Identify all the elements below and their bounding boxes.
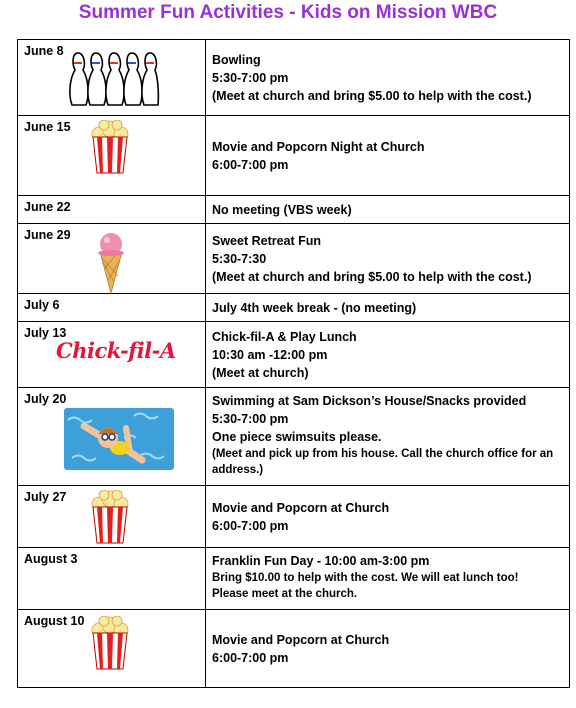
event-time: 6:00-7:00 pm	[212, 650, 289, 665]
date-label: June 29	[24, 228, 71, 242]
date-cell	[18, 294, 206, 322]
event-title: Chick-fil-A & Play Lunch	[212, 329, 357, 344]
event-title: July 4th week break - (no meeting)	[212, 300, 417, 315]
event-time: 5:30-7:30	[212, 251, 267, 266]
date-label: August 10	[24, 614, 85, 628]
popcorn-icon	[90, 120, 130, 174]
table-row	[18, 294, 570, 322]
event-note: (Meet at church)	[212, 365, 309, 380]
table-row	[18, 116, 570, 196]
description-cell	[206, 294, 570, 322]
date-cell	[18, 322, 206, 388]
event-time: 6:00-7:00 pm	[212, 518, 289, 533]
bowling-pins-icon	[68, 50, 160, 108]
date-cell	[18, 224, 206, 294]
event-time: 5:30-7:00 pm	[212, 412, 289, 426]
event-title: Franklin Fun Day - 10:00 am-3:00 pm	[212, 554, 430, 568]
table-row	[18, 40, 570, 116]
date-label: July 27	[24, 490, 67, 504]
event-title: Sweet Retreat Fun	[212, 233, 322, 248]
event-time: 5:30-7:00 pm	[212, 70, 289, 85]
description-cell	[206, 322, 570, 388]
event-title: No meeting (VBS week)	[212, 202, 352, 217]
event-title: Movie and Popcorn at Church	[212, 500, 390, 515]
event-title: Swimming at Sam Dickson’s House/Snacks provided	[212, 394, 527, 408]
description-cell	[206, 388, 570, 486]
date-label: July 6	[24, 298, 60, 312]
description-cell	[206, 548, 570, 610]
table-row	[18, 224, 570, 294]
description-cell	[206, 116, 570, 196]
table-row	[18, 322, 570, 388]
description-cell	[206, 40, 570, 116]
table-row	[18, 486, 570, 548]
page-title: Summer Fun Activities - Kids on Mission WBC	[78, 2, 498, 23]
date-label: June 8	[24, 44, 64, 58]
date-cell	[18, 486, 206, 548]
date-cell	[18, 40, 206, 116]
event-title: Bowling	[212, 52, 261, 67]
date-label: July 20	[24, 392, 67, 406]
date-cell	[18, 610, 206, 688]
event-time: 6:00-7:00 pm	[212, 157, 289, 172]
date-label: July 13	[24, 326, 67, 340]
event-note: (Meet and pick up from his house. Call the church office for an address.)	[212, 448, 554, 476]
event-time: 10:30 am -12:00 pm	[212, 347, 328, 362]
event-title: Movie and Popcorn Night at Church	[212, 139, 425, 154]
date-label: June 15	[24, 120, 71, 134]
table-row	[18, 548, 570, 610]
table-row	[18, 388, 570, 486]
popcorn-icon	[90, 490, 130, 544]
description-cell	[206, 486, 570, 548]
date-cell	[18, 548, 206, 610]
date-cell	[18, 116, 206, 196]
date-label: August 3	[24, 552, 78, 566]
event-note: Bring $10.00 to help with the cost. We will eat lunch too!	[212, 572, 519, 584]
activities-table	[17, 39, 570, 688]
date-label: June 22	[24, 200, 71, 214]
description-cell	[206, 610, 570, 688]
table-row	[18, 196, 570, 224]
event-note: One piece swimsuits please.	[212, 430, 382, 444]
chick-fil-a-logo: Chick-fil-A	[56, 338, 176, 363]
description-cell	[206, 224, 570, 294]
event-note: (Meet at church and bring $5.00 to help with the cost.)	[212, 269, 532, 284]
event-title: Movie and Popcorn at Church	[212, 632, 390, 647]
swimming-child-icon	[64, 408, 174, 470]
popcorn-icon	[90, 616, 130, 670]
description-cell	[206, 196, 570, 224]
event-note: (Meet at church and bring $5.00 to help with the cost.)	[212, 88, 532, 103]
date-cell	[18, 196, 206, 224]
ice-cream-cone-icon	[96, 232, 126, 294]
table-row	[18, 610, 570, 688]
date-cell	[18, 388, 206, 486]
event-note: Please meet at the church.	[212, 588, 358, 600]
